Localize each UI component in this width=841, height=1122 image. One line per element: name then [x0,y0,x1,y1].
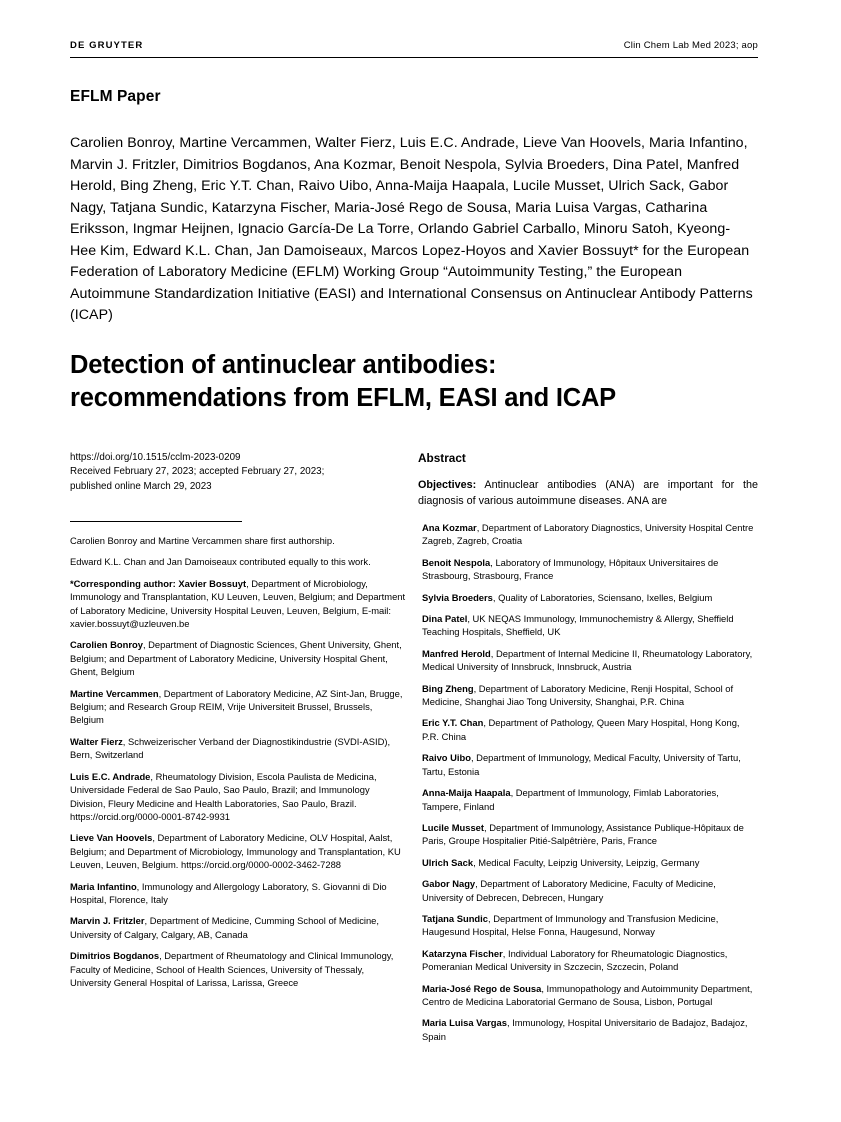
footnote-author-name: Sylvia Broeders [422,591,493,603]
footnote-entry [422,856,758,869]
footnote-affiliation: , Department of Laboratory Diagnostics, University Hospital Centre Zagreb, Zagreb, Croatia [422,522,754,547]
footnote-author-name: Martine Vercammen [70,687,159,699]
footnote-entry [422,647,758,674]
page-title: Detection of antinuclear antibodies: recommendations from EFLM, EASI and ICAP [70,350,616,412]
footnote-entry [422,1016,758,1043]
meta-row [70,451,758,510]
footnote-author-name: Gabor Nagy [422,878,476,890]
published-date: published online March 29, 2023 [70,480,212,492]
footnote-author-name: Eric Y.T. Chan [422,717,484,729]
footnote-affiliation: , UK NEQAS Immunology, Immunochemistry & Allergy, Sheffield Teaching Hospitals, Sheffield, UK [422,613,734,638]
footnote-affiliation: , Immunopathology and Autoimmunity Department, Centro de Medicina Laboratorial Germano de Sousa, Lisbon, Portugal [422,982,753,1007]
publication-meta [70,451,410,510]
footnote-affiliation: , Department of Rheumatology and Clinical Immunology, Faculty of Medicine, School of Health Sciences, University of Thessaly, University General Hospital of Larissa, Larissa, Greece [70,950,394,988]
affiliation-footnotes [70,521,758,1051]
footnote-author-name: Luis E.C. Andrade [70,770,151,782]
footnote-entry [70,534,406,547]
footnote-author-name: Ulrich Sack [422,856,474,868]
footnote-affiliation: , Department of Laboratory Medicine, Faculty of Medicine, University of Debrecen, Debrecen, Hungary [422,878,716,903]
footnote-affiliation: , Department of Immunology and Transfusion Medicine, Haugesund Hospital, Helse Fonna, Haugesund, Norway [422,912,719,938]
footnote-entry [70,831,406,871]
footnote-author-name: Walter Fierz [70,735,123,747]
footnote-entry [422,912,758,939]
footnote-entry [422,612,758,639]
footnote-rule [70,521,242,522]
footnote-affiliation: , Medical Faculty, Leipzig University, Leipzig, Germany [473,856,700,868]
footnote-affiliation: , Quality of Laboratories, Sciensano, Ixelles, Belgium [492,591,713,603]
footnote-author-name: Lucile Musset [422,821,484,833]
footnote-entry [70,735,406,762]
footnote-affiliation: , Individual Laboratory for Rheumatologic Diagnostics, Pomeranian Medical University in Szczecin, Szczecin, Poland [422,947,728,973]
footnote-affiliation: , Department of Pathology, Queen Mary Hospital, Hong Kong, P.R. China [422,717,740,742]
footnote-author-name: Maria Luisa Vargas [422,1017,507,1029]
footnote-author-name: Benoit Nespola [422,556,491,568]
footnote-entry [422,556,758,583]
footnote-entry [422,821,758,848]
footnote-author-name: Dina Patel [422,613,468,625]
footnote-author-name: Katarzyna Fischer [422,947,503,959]
header-rule [70,57,758,58]
footnote-entry [422,591,758,604]
footnote-affiliation: , Department of Internal Medicine II, Rheumatology Laboratory, Medical University of Innsbruck, Innsbruck, Austria [422,647,753,673]
footnote-entry [422,947,758,974]
footnote-affiliation: , Department of Immunology, Fimlab Laboratories, Tampere, Finland [422,787,719,812]
abstract-block [418,451,758,510]
footnote-affiliation: , Department of Immunology, Assistance Publique-Hôpitaux de Paris, Groupe Hospitalier Pitié-Salpêtrière, Paris, France [422,821,744,847]
footnote-entry [422,521,758,548]
abstract-objectives-text: Antinuclear antibodies (ANA) are important for the diagnosis of various autoimmune diseases. ANA are [418,478,758,507]
footnote-affiliation: , Schweizerischer Verband der Diagnostikindustrie (SVDI-ASID), Bern, Switzerland [70,735,391,761]
footnote-entry [422,682,758,709]
footnote-author-name: Bing Zheng [422,682,474,694]
doi-link[interactable]: https://doi.org/10.1515/cclm-2023-0209 [70,451,241,463]
footnote-entry [70,949,406,989]
received-date: Received February 27, 2023; accepted February 27, 2023; [70,466,325,477]
footnote-affiliation: , Laboratory of Immunology, Hôpitaux Universitaires de Strasbourg, Strasbourg, France [422,556,719,582]
footnote-author-name: *Corresponding author: Xavier Bossuyt [70,577,247,589]
footnote-entry [70,638,406,678]
footnote-affiliation: , Rheumatology Division, Escola Paulista de Medicina, Universidade Federal de Sao Paulo, Sao Paulo, Brazil; and Immunology Division, Fleury Medicine and Health Laboratories, Sao Paulo, Brazil. https://orcid.org/0000-0001-8742-9931 [70,770,377,822]
footnote-affiliation: , Department of Laboratory Medicine, Renji Hospital, School of Medicine, Shanghai Jiao Tong University, Shanghai, P.R. China [422,682,734,708]
footnote-entry [70,555,406,568]
footnote-author-name: Lieve Van Hoovels [70,832,153,844]
footnote-affiliation: Carolien Bonroy and Martine Vercammen share first authorship. [70,535,335,546]
footnote-entry [422,751,758,778]
abstract-text [418,477,758,510]
footnote-author-name: Ana Kozmar [422,522,477,533]
footnote-affiliation: , Department of Diagnostic Sciences, Ghent University, Ghent, Belgium; and Department of Laboratory Medicine, University Hospital Ghent, Ghent, Belgium [70,639,402,678]
footnote-entry [70,577,406,631]
footnote-affiliation: , Department of Medicine, Cumming School of Medicine, University of Calgary, Calgary, AB, Canada [70,915,379,940]
paper-type-label: EFLM Paper [70,88,161,105]
author-list: Carolien Bonroy, Martine Vercammen, Walter Fierz, Luis E.C. Andrade, Lieve Van Hoovels, Maria Infantino, Marvin J. Fritzler, Dimitrios Bogdanos, Ana Kozmar, Benoit Nespola, Sylvia Broeders, Dina Patel, Manfred Herold, Bing Zheng, Eric Y.T. Chan, Raivo Uibo, Anna-Maija Haapala, Lucile Musset, Ulrich Sack, Gabor Nagy, Tatjana Sundic, Katarzyna Fischer, Maria-José Rego de Sousa, Maria Luisa Vargas, Catharina Eriksson, Ingmar Heijnen, Ignacio García-De La Torre, Orlando Gabriel Carballo, Minoru Satoh, Kyeong-Hee Kim, Edward K.L. Chan, Jan Damoiseaux, Marcos Lopez-Hoyos and Xavier Bossuyt* for the European Federation of Laboratory Medicine (EFLM) Working Group “Autoimmunity Testing,” the European Autoimmune Standardization Initiative (EASI) and International Consensus on Antinuclear Antibody Patterns (ICAP) [70,135,753,323]
footnote-affiliation: , Department of Microbiology, Immunology and Transplantation, KU Leuven, Leuven, Belgium; and Department of Laboratory Medicine, University Hospital Leuven, Leuven, Belgium, E-mail: xavier.bossuyt@uzleuven.be [70,577,406,630]
page-content [70,40,758,510]
footnote-affiliation: , Department of Laboratory Medicine, OLV Hospital, Aalst, Belgium; and Department of Microbiology, Immunology and Transplantation, KU Leuven, Leuven, Belgium. https://orcid.org/0000-0002-3462-7288 [70,832,401,871]
footnote-author-name: Anna-Maija Haapala [422,787,511,799]
footnote-author-name: Dimitrios Bogdanos [70,950,160,962]
running-head [70,40,758,57]
footnote-column-right [422,521,758,1051]
footnote-affiliation: , Department of Immunology, Medical Faculty, University of Tartu, Tartu, Estonia [422,752,741,777]
footnote-affiliation: , Immunology and Allergology Laboratory, S. Giovanni di Dio Hospital, Florence, Italy [70,880,387,905]
footnote-entry [422,716,758,743]
footnote-author-name: Maria Infantino [70,880,137,892]
footnote-affiliation: , Immunology, Hospital Universitario de Badajoz, Badajoz, Spain [422,1017,748,1042]
footnote-entry [422,982,758,1009]
footnote-author-name: Marvin J. Fritzler [70,915,145,927]
footnote-entry [70,687,406,727]
footnote-column-left [70,521,406,1051]
footnote-entry [422,786,758,813]
footnote-entry [70,770,406,824]
abstract-objectives-label: Objectives: [418,478,477,491]
footnote-author-name: Raivo Uibo [422,752,471,764]
journal-citation: Clin Chem Lab Med 2023; aop [623,40,758,51]
footnote-affiliation: , Department of Laboratory Medicine, AZ Sint-Jan, Brugge, Belgium; and Research Group REIM, Vrije Universiteit Brussel, Brussels, Belgium [70,687,403,726]
footnote-entry [70,880,406,907]
footnote-author-name: Manfred Herold [422,647,491,659]
footnote-author-name: Carolien Bonroy [70,639,143,651]
footnote-author-name: Tatjana Sundic [422,912,488,924]
footnote-affiliation: Edward K.L. Chan and Jan Damoiseaux contributed equally to this work. [70,556,371,568]
publisher-name: DE GRUYTER [70,40,144,51]
footnote-author-name: Maria-José Rego de Sousa [422,982,542,994]
footnote-entry [422,877,758,904]
abstract-heading: Abstract [418,450,466,465]
footnote-entry [70,914,406,941]
